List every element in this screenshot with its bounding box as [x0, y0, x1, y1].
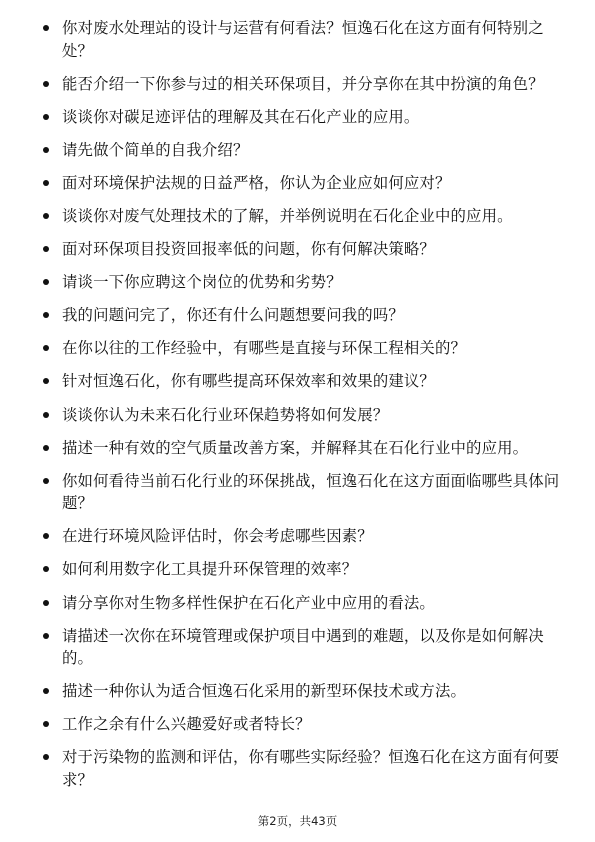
bullet-icon [43, 600, 49, 606]
bullet-icon [43, 566, 49, 572]
bullet-icon [43, 147, 49, 153]
bullet-icon [43, 246, 49, 252]
list-item [40, 592, 560, 615]
list-item [40, 746, 560, 791]
question-text: 面对环保项目投资回报率低的问题，你有何解决策略？ [62, 240, 435, 259]
list-item [40, 73, 560, 96]
bullet-icon [43, 478, 49, 484]
list-item [40, 713, 560, 736]
list-item [40, 404, 560, 427]
bullet-icon [43, 633, 49, 639]
question-text: 描述一种你认为适合恒逸石化采用的新型环保技术或方法。 [62, 682, 467, 701]
bullet-icon [43, 312, 49, 318]
bullet-icon [43, 25, 49, 31]
question-text: 在你以往的工作经验中，有哪些是直接与环保工程相关的？ [62, 339, 467, 358]
list-item [40, 17, 560, 62]
bullet-icon [43, 81, 49, 87]
bullet-icon [43, 378, 49, 384]
list-item [40, 525, 560, 548]
question-list [40, 17, 560, 802]
bullet-icon [43, 279, 49, 285]
list-item [40, 304, 560, 327]
question-text: 你如何看待当前石化行业的环保挑战，恒逸石化在这方面面临哪些具体问题？ [62, 471, 560, 513]
bullet-icon [43, 345, 49, 351]
question-text: 描述一种有效的空气质量改善方案，并解释其在石化行业中的应用。 [62, 438, 529, 457]
question-text: 工作之余有什么兴趣爱好或者特长？ [62, 715, 311, 734]
list-item [40, 470, 560, 515]
list-item [40, 625, 560, 670]
bullet-icon [43, 114, 49, 120]
question-text: 对于污染物的监测和评估，你有哪些实际经验？恒逸石化在这方面有何要求？ [62, 748, 560, 789]
list-item [40, 680, 560, 703]
question-text: 能否介绍一下你参与过的相关环保项目，并分享你在其中扮演的角色？ [62, 74, 544, 93]
list-item [40, 437, 560, 460]
list-item [40, 271, 560, 294]
question-text: 请描述一次你在环境管理或保护项目中遇到的难题，以及你是如何解决的。 [62, 626, 544, 668]
bullet-icon [43, 445, 49, 451]
question-text: 请分享你对生物多样性保护在石化产业中应用的看法。 [62, 593, 435, 612]
question-text: 谈谈你对碳足迹评估的理解及其在石化产业的应用。 [62, 107, 420, 126]
question-text: 如何利用数字化工具提升环保管理的效率？ [62, 560, 358, 579]
list-item [40, 370, 560, 393]
question-text: 谈谈你认为未来石化行业环保趋势将如何发展？ [62, 405, 389, 424]
list-item [40, 106, 560, 129]
page-number-footer: 第2页，共43页 [257, 814, 338, 828]
question-text: 针对恒逸石化，你有哪些提高环保效率和效果的建议？ [62, 372, 435, 391]
bullet-icon [43, 754, 49, 760]
question-text: 面对环境保护法规的日益严格，你认为企业应如何应对？ [62, 173, 451, 192]
question-text: 我的问题问完了，你还有什么问题想要问我的吗？ [62, 306, 404, 325]
question-text: 请谈一下你应聘这个岗位的优势和劣势？ [62, 273, 342, 292]
list-item [40, 139, 560, 162]
question-text: 请先做个简单的自我介绍？ [62, 140, 249, 159]
bullet-icon [43, 180, 49, 186]
list-item [40, 172, 560, 195]
question-text: 谈谈你对废气处理技术的了解，并举例说明在石化企业中的应用。 [62, 206, 513, 225]
bullet-icon [43, 213, 49, 219]
list-item [40, 238, 560, 261]
bullet-icon [43, 688, 49, 694]
list-item [40, 558, 560, 581]
question-text: 在进行环境风险评估时，你会考虑哪些因素？ [62, 527, 373, 546]
bullet-icon [43, 533, 49, 539]
list-item [40, 205, 560, 228]
question-text: 你对废水处理站的设计与运营有何看法？恒逸石化在这方面有何特别之处？ [62, 19, 544, 60]
list-item [40, 337, 560, 360]
bullet-icon [43, 412, 49, 418]
bullet-icon [43, 721, 49, 727]
